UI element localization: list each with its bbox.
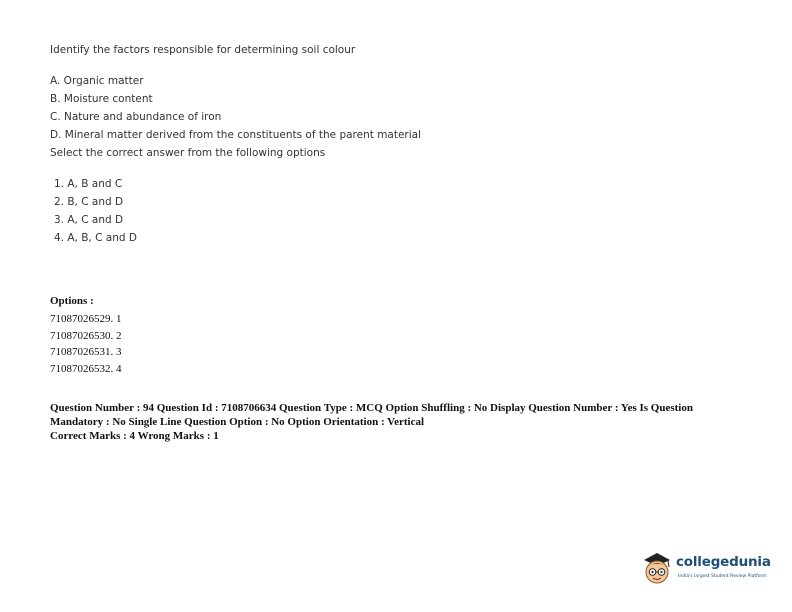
statement-item: B. Moisture content (50, 93, 153, 105)
option-id-item: 71087026530. 2 (50, 329, 122, 342)
mascot-icon (640, 550, 674, 588)
option-id-item: 71087026531. 3 (50, 346, 122, 358)
collegedunia-logo (638, 550, 778, 590)
instruction-text: Select the correct answer from the following options (50, 147, 326, 159)
answer-option: 4. A, B, C and D (54, 232, 137, 244)
question-text: Identify the factors responsible for determining soil colour (50, 44, 356, 56)
marks-line: Correct Marks : 4 Wrong Marks : 1 (50, 430, 219, 442)
answer-option: 2. B, C and D (54, 196, 124, 208)
statement-item: C. Nature and abundance of iron (50, 111, 222, 123)
logo-tagline: India's largest Student Review Platform (678, 574, 767, 579)
statement-list (50, 74, 421, 146)
option-id-list (50, 313, 122, 379)
option-id-item: 71087026529. 1 (50, 313, 122, 325)
option-id-item: 71087026532. 4 (50, 362, 122, 375)
answer-option-list (54, 177, 137, 249)
logo-wordmark: collegedunia (676, 554, 771, 570)
options-heading: Options : (50, 295, 94, 307)
metadata-line: Question Number : 94 Question Id : 7108706634 Question Type : MCQ Option Shuffling : No Display Question Number : Yes Is Question Mandatory : No Single Line Question Option : No Option Orientation : Vertical (50, 402, 693, 428)
question-metadata (50, 401, 740, 443)
statement-item: A. Organic matter (50, 75, 144, 87)
answer-option: 3. A, C and D (54, 214, 124, 226)
statement-item: D. Mineral matter derived from the constituents of the parent material (50, 129, 422, 141)
answer-option: 1. A, B and C (54, 178, 123, 190)
